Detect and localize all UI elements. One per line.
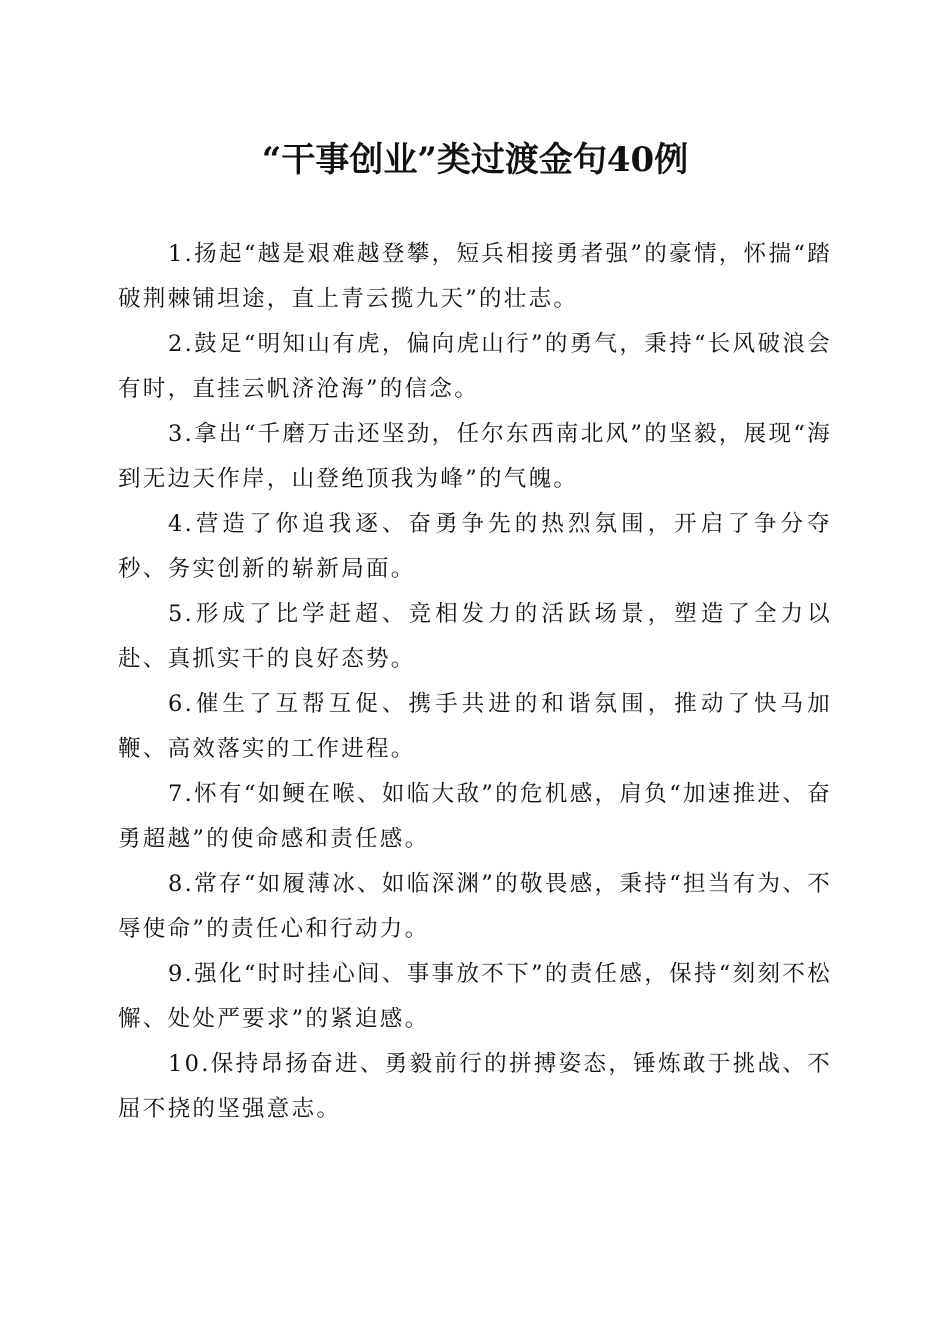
paragraph-10: 10.保持昂扬奋进、勇毅前行的拼搏姿态，锤炼敢于挑战、不屈不挠的坚强意志。 [118,1051,832,1122]
paragraph-5: 5.形成了比学赶超、竞相发力的活跃场景，塑造了全力以赴、真抓实干的良好态势。 [118,601,832,672]
document-body [118,232,832,1132]
document-title: “干事创业”类过渡金句40例 [261,140,689,180]
paragraph-6: 6.催生了互帮互促、携手共进的和谐氛围，推动了快马加鞭、高效落实的工作进程。 [118,691,832,762]
paragraph-1: 1.扬起“越是艰难越登攀，短兵相接勇者强”的豪情，怀揣“踏破荆棘铺坦途，直上青云揽九天”的壮志。 [118,241,832,312]
paragraph-8: 8.常存“如履薄冰、如临深渊”的敬畏感，秉持“担当有为、不辱使命”的责任心和行动力。 [118,871,832,942]
paragraph-9: 9.强化“时时挂心间、事事放不下”的责任感，保持“刻刻不松懈、处处严要求”的紧迫感。 [118,961,832,1032]
paragraph-3: 3.拿出“千磨万击还坚劲，任尔东西南北风”的坚毅，展现“海到无边天作岸，山登绝顶我为峰”的气魄。 [118,421,832,492]
paragraph-2: 2.鼓足“明知山有虎，偏向虎山行”的勇气，秉持“长风破浪会有时，直挂云帆济沧海”的信念。 [118,331,832,402]
paragraph-7: 7.怀有“如鲠在喉、如临大敌”的危机感，肩负“加速推进、奋勇超越”的使命感和责任感。 [118,781,832,852]
paragraph-4: 4.营造了你追我逐、奋勇争先的热烈氛围，开启了争分夺秒、务实创新的崭新局面。 [118,511,832,582]
